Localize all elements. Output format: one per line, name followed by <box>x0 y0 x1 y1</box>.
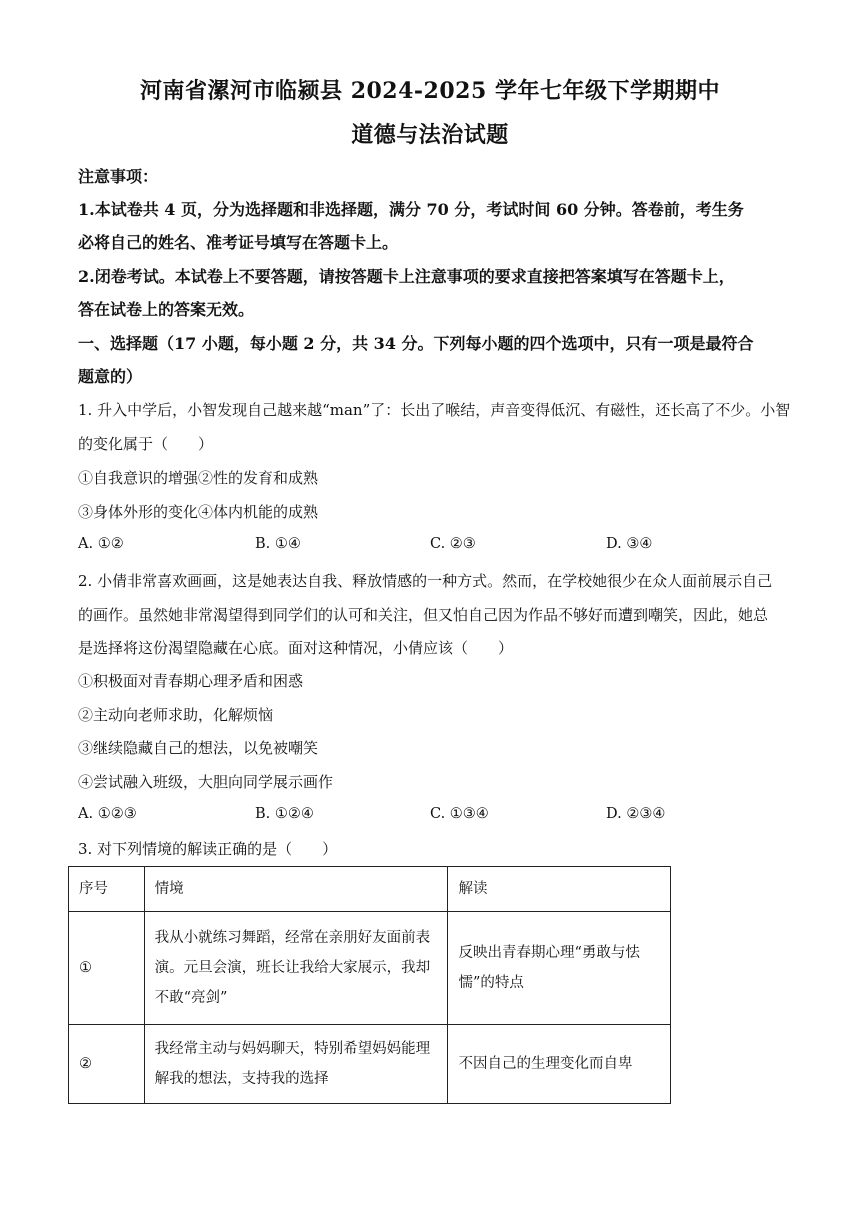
q1-statement-1: ①自我意识的增强②性的发育和成熟 <box>78 469 319 487</box>
table-row <box>69 1025 671 1104</box>
row-number-cell: ① <box>69 912 145 1025</box>
notice-heading: 注意事项： <box>78 167 159 186</box>
row-scene-cell <box>144 912 448 1025</box>
q1-stem-line1: 1. 升入中学后，小智发现自己越来越“man”了：长出了喉结，声音变得低沉、有磁性，还长高了不少。小智 <box>78 401 791 419</box>
q2-option-b: B. ①②④ <box>255 806 314 822</box>
q2-stem-line3: 是选择将这份渴望隐藏在心底。面对这种情况，小倩应该（ ） <box>78 639 514 657</box>
section1-heading-line1: 一、选择题（17 小题，每小题 2 分，共 34 分。下列每小题的四个选项中，只有一项是最符合 <box>78 334 754 353</box>
row-reading-cell <box>448 912 671 1025</box>
q2-stem-line1: 2. 小倩非常喜欢画画，这是她表达自我、释放情感的一种方式。然而，在学校她很少在众人面前展示自己 <box>78 572 773 590</box>
reading-text-line: 反映出青春期心理“勇敢与怯 <box>458 945 640 961</box>
scene-text-line: 我经常主动与妈妈聊天，特别希望妈妈能理 <box>154 1041 431 1057</box>
q2-statement-3: ③继续隐藏自己的想法，以免被嘲笑 <box>78 739 319 757</box>
notice-item1-line1: 1.本试卷共 4 页，分为选择题和非选择题，满分 70 分，考试时间 60 分钟。答卷前，考生务 <box>78 200 744 219</box>
notice-item1-line2: 必将自己的姓名、准考证号填写在答题卡上。 <box>78 233 399 252</box>
q1-stem-line2: 的变化属于（ ） <box>78 435 214 453</box>
table-row <box>69 912 671 1025</box>
row-reading-cell <box>448 1025 671 1104</box>
table-header-row <box>69 867 671 912</box>
q3-table <box>68 866 671 1104</box>
q2-stem-line2: 的画作。虽然她非常渴望得到同学们的认可和关注，但又怕自己因为作品不够好而遭到嘲笑，因此，她总 <box>78 606 769 624</box>
scene-text-line: 我从小就练习舞蹈，经常在亲朋好友面前表 <box>154 930 431 946</box>
q1-option-b: B. ①④ <box>255 536 301 552</box>
exam-title-line2: 道德与法治试题 <box>351 122 509 148</box>
reading-text-line: 懦”的特点 <box>458 975 524 991</box>
notice-item2-line1: 2.闭卷考试。本试卷上不要答题，请按答题卡上注意事项的要求直接把答案填写在答题卡上， <box>78 267 735 286</box>
q1-option-a: A. ①② <box>78 536 124 552</box>
header-cell-scene: 情境 <box>144 867 448 912</box>
notice-item2-line2: 答在试卷上的答案无效。 <box>78 300 255 319</box>
q2-option-a: A. ①②③ <box>78 806 137 822</box>
section1-heading-line2: 题意的） <box>78 367 143 386</box>
header-cell-reading: 解读 <box>448 867 671 912</box>
scene-text-line: 不敢“亮剑” <box>154 990 228 1006</box>
q1-option-c: C. ②③ <box>430 536 476 552</box>
exam-title-line1: 河南省漯河市临颍县 2024-2025 学年七年级下学期期中 <box>140 78 720 104</box>
q1-option-d: D. ③④ <box>606 536 653 552</box>
row-scene-cell <box>144 1025 448 1104</box>
q3-stem: 3. 对下列情境的解读正确的是（ ） <box>78 840 338 858</box>
scene-text-line: 演。元旦会演，班长让我给大家展示，我却 <box>154 960 431 976</box>
q2-statement-4: ④尝试融入班级，大胆向同学展示画作 <box>78 773 334 791</box>
q1-statement-2: ③身体外形的变化④体内机能的成熟 <box>78 503 319 521</box>
header-cell-number: 序号 <box>69 867 145 912</box>
reading-text-line: 不因自己的生理变化而自卑 <box>458 1056 633 1072</box>
q2-statement-2: ②主动向老师求助，化解烦恼 <box>78 706 274 724</box>
scene-text-line: 解我的想法，支持我的选择 <box>154 1071 329 1087</box>
q2-option-d: D. ②③④ <box>606 806 666 822</box>
row-number-cell: ② <box>69 1025 145 1104</box>
q2-statement-1: ①积极面对青春期心理矛盾和困惑 <box>78 672 304 690</box>
q2-option-c: C. ①③④ <box>430 806 489 822</box>
